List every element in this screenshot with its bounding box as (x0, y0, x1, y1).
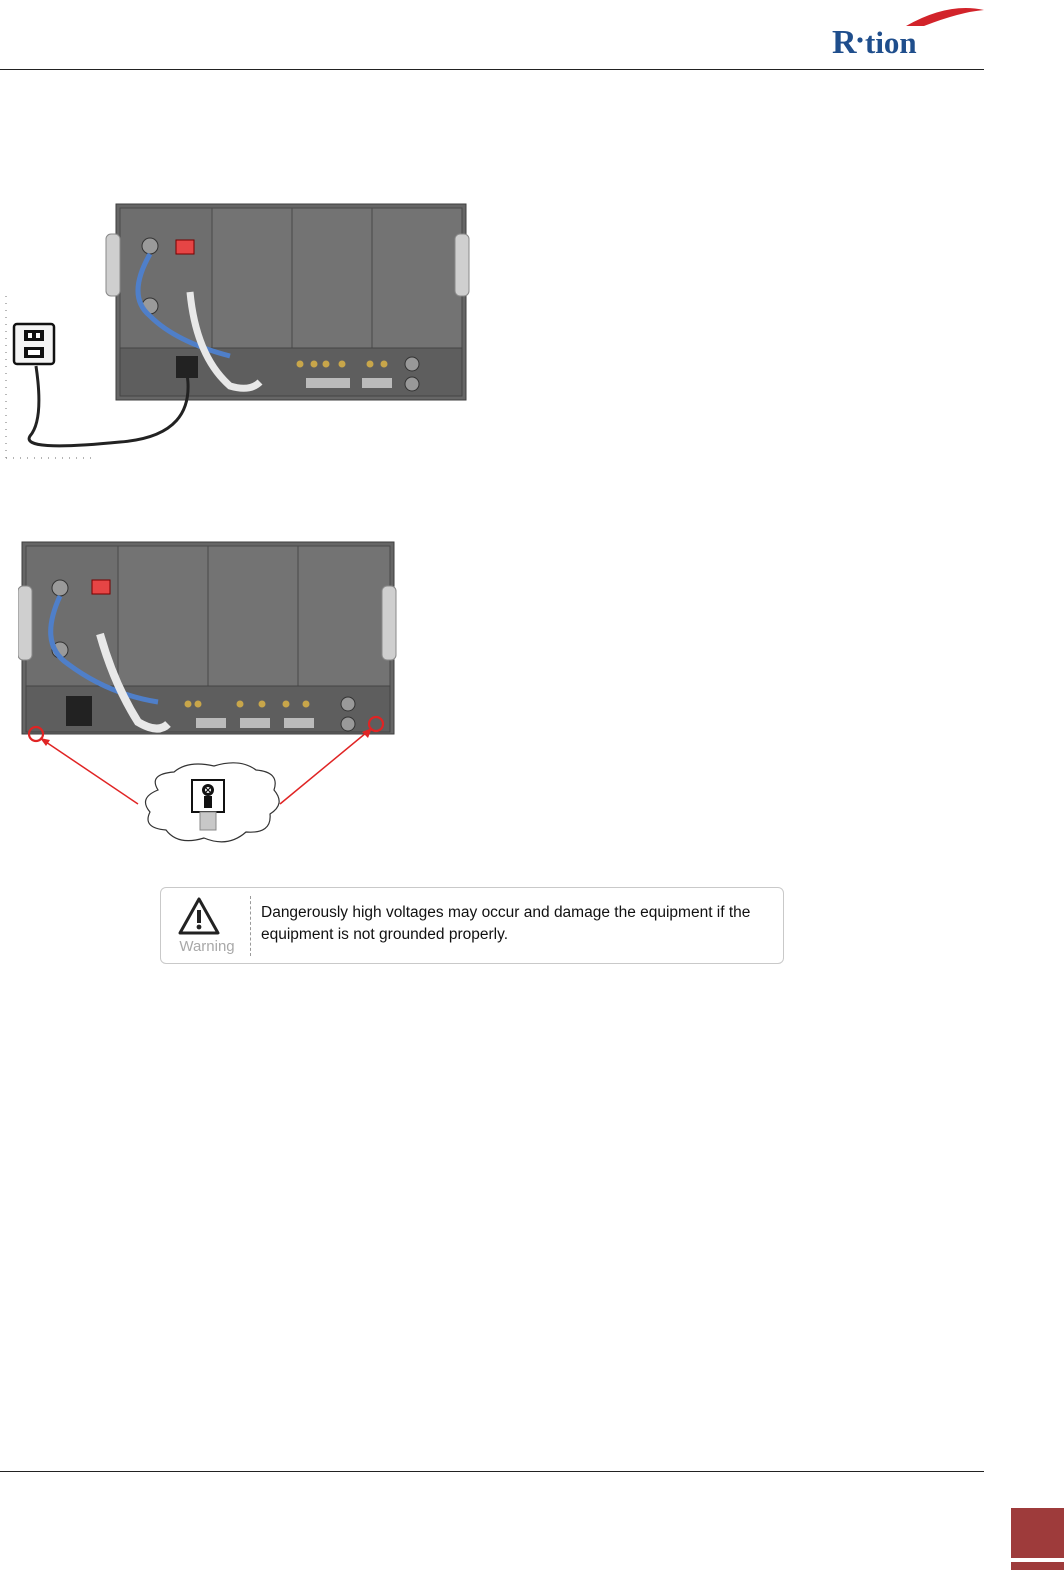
svg-text:R: R (832, 24, 857, 61)
page-tab (1011, 1508, 1064, 1558)
rack-grounding-photo (18, 534, 398, 854)
warning-label: Warning (179, 938, 235, 955)
power-outlet-icon (14, 324, 54, 364)
warning-divider (250, 896, 251, 956)
footer-rule (0, 1471, 984, 1472)
page-tab-lower (1011, 1562, 1064, 1570)
header-rule (0, 69, 984, 70)
warning-icon (177, 896, 221, 936)
rtion-logo (828, 4, 988, 64)
warning-notice (160, 887, 784, 964)
rack-power-connection-photo (0, 196, 470, 462)
warning-text: Dangerously high voltages may occur and damage the equipment if the equipment is not grounded properly. (261, 904, 751, 943)
svg-text:tion: tion (865, 25, 917, 60)
